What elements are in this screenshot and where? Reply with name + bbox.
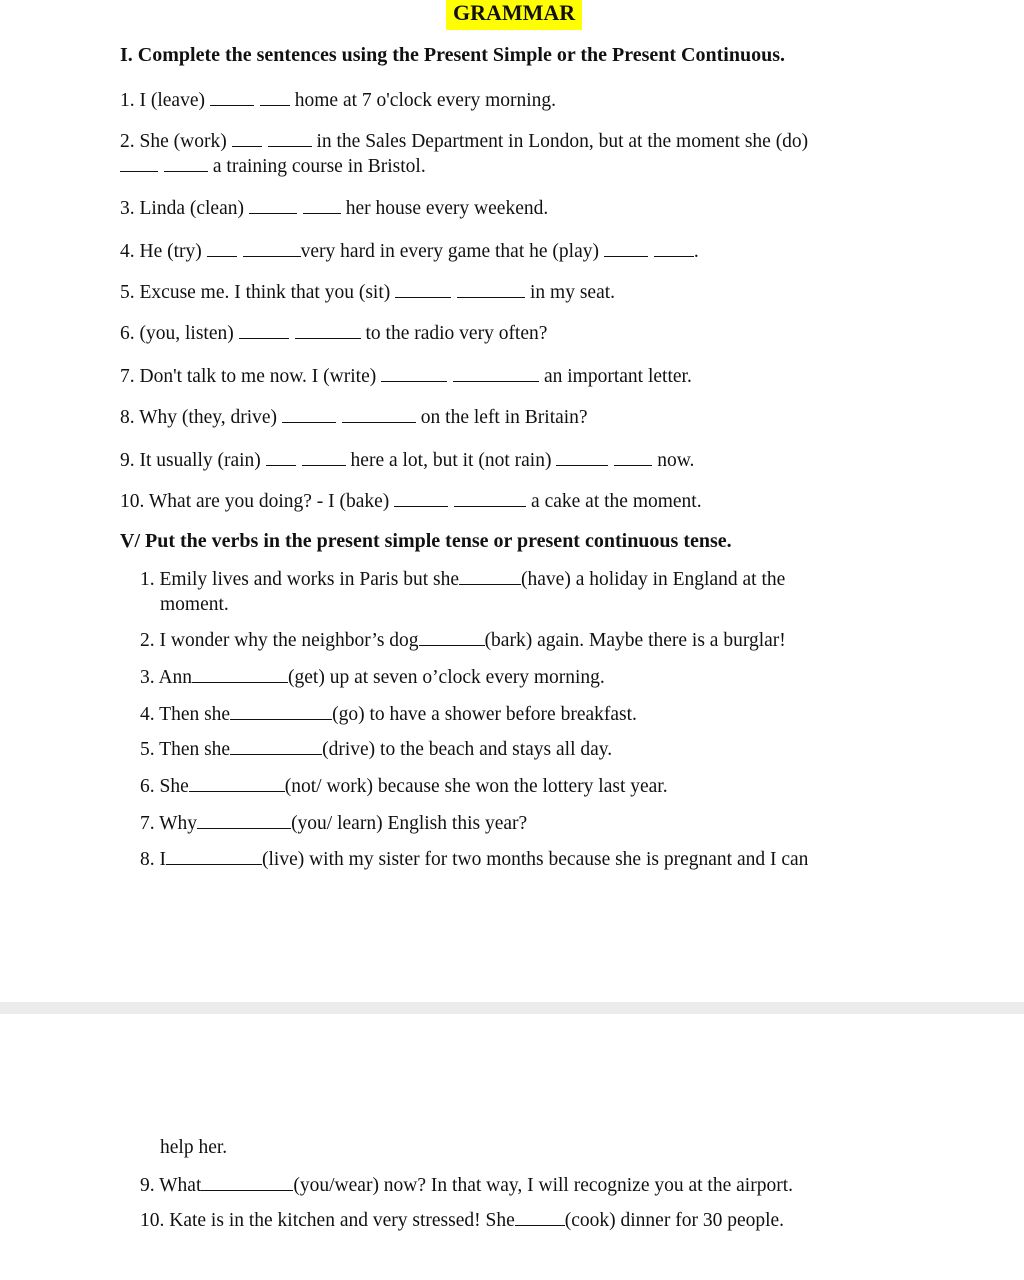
answer-blank[interactable] — [457, 280, 525, 298]
section-1-heading: I. Complete the sentences using the Present Simple or the Present Continuous. — [120, 44, 785, 66]
answer-blank[interactable] — [614, 448, 652, 466]
answer-blank[interactable] — [454, 489, 526, 507]
answer-blank[interactable] — [230, 737, 322, 755]
answer-blank[interactable] — [243, 239, 301, 257]
answer-blank[interactable] — [201, 1173, 293, 1191]
exercise-2-item-3: 3. Ann (get) up at seven o’clock every morning. — [140, 667, 605, 688]
exercise-1-item-6: 6. (you, listen) to the radio very often? — [120, 323, 548, 344]
exercise-2-item-4: 4. Then she (go) to have a shower before breakfast. — [140, 704, 637, 725]
answer-blank[interactable] — [381, 364, 447, 382]
exercise-1-item-7: 7. Don't talk to me now. I (write) an important letter. — [120, 366, 692, 387]
answer-blank[interactable] — [453, 364, 539, 382]
exercise-1-item-4: 4. He (try) very hard in every game that he (play) . — [120, 241, 699, 262]
answer-blank[interactable] — [342, 405, 416, 423]
answer-blank[interactable] — [295, 321, 361, 339]
answer-blank[interactable] — [268, 129, 312, 147]
page-title: GRAMMAR — [446, 0, 582, 30]
answer-blank[interactable] — [556, 448, 608, 466]
exercise-2-item-2: 2. I wonder why the neighbor’s dog (bark) again. Maybe there is a burglar! — [140, 630, 786, 651]
answer-blank[interactable] — [515, 1208, 565, 1226]
worksheet-page-2 — [0, 1014, 1024, 1280]
answer-blank[interactable] — [210, 88, 254, 106]
answer-blank[interactable] — [266, 448, 296, 466]
exercise-1-item-10: 10. What are you doing? - I (bake) a cake at the moment. — [120, 491, 702, 512]
exercise-2-item-9: 9. What (you/wear) now? In that way, I will recognize you at the airport. — [140, 1175, 793, 1196]
exercise-2-item-8-cont: help her. — [160, 1137, 228, 1158]
exercise-2-item-1-cont: moment. — [160, 594, 229, 615]
exercise-1-item-1: 1. I (leave) home at 7 o'clock every morning. — [120, 90, 557, 111]
exercise-1-item-5: 5. Excuse me. I think that you (sit) in my seat. — [120, 282, 616, 303]
answer-blank[interactable] — [239, 321, 289, 339]
exercise-1-item-3: 3. Linda (clean) her house every weekend. — [120, 198, 549, 219]
answer-blank[interactable] — [302, 448, 346, 466]
answer-blank[interactable] — [260, 88, 290, 106]
answer-blank[interactable] — [207, 239, 237, 257]
answer-blank[interactable] — [419, 628, 485, 646]
exercise-2-item-1: 1. Emily lives and works in Paris but she (have) a holiday in England at the — [140, 569, 786, 590]
exercise-2-item-6: 6. She (not/ work) because she won the lottery last year. — [140, 776, 668, 797]
answer-blank[interactable] — [459, 567, 521, 585]
exercise-2-item-8: 8. I (live) with my sister for two months because she is pregnant and I can — [140, 849, 809, 870]
answer-blank[interactable] — [249, 196, 297, 214]
answer-blank[interactable] — [120, 154, 158, 172]
exercise-1-item-9: 9. It usually (rain) here a lot, but it (not rain) now. — [120, 450, 695, 471]
answer-blank[interactable] — [192, 665, 288, 683]
section-2-heading: V/ Put the verbs in the present simple tense or present continuous tense. — [120, 530, 732, 552]
answer-blank[interactable] — [230, 702, 332, 720]
answer-blank[interactable] — [654, 239, 694, 257]
answer-blank[interactable] — [189, 774, 285, 792]
exercise-2-item-5: 5. Then she (drive) to the beach and stays all day. — [140, 739, 613, 760]
answer-blank[interactable] — [197, 811, 291, 829]
answer-blank[interactable] — [395, 280, 451, 298]
exercise-1-item-2-cont: a training course in Bristol. — [120, 154, 426, 180]
answer-blank[interactable] — [232, 129, 262, 147]
answer-blank[interactable] — [164, 154, 208, 172]
answer-blank[interactable] — [394, 489, 448, 507]
exercise-1-item-2: 2. She (work) in the Sales Department in London, but at the moment she (do) — [120, 131, 809, 152]
exercise-1-item-8: 8. Why (they, drive) on the left in Britain? — [120, 407, 588, 428]
exercise-2-item-7: 7. Why (you/ learn) English this year? — [140, 813, 528, 834]
answer-blank[interactable] — [282, 405, 336, 423]
answer-blank[interactable] — [303, 196, 341, 214]
exercise-2-item-10: 10. Kate is in the kitchen and very stressed! She (cook) dinner for 30 people. — [140, 1210, 785, 1231]
answer-blank[interactable] — [166, 847, 262, 865]
answer-blank[interactable] — [604, 239, 648, 257]
